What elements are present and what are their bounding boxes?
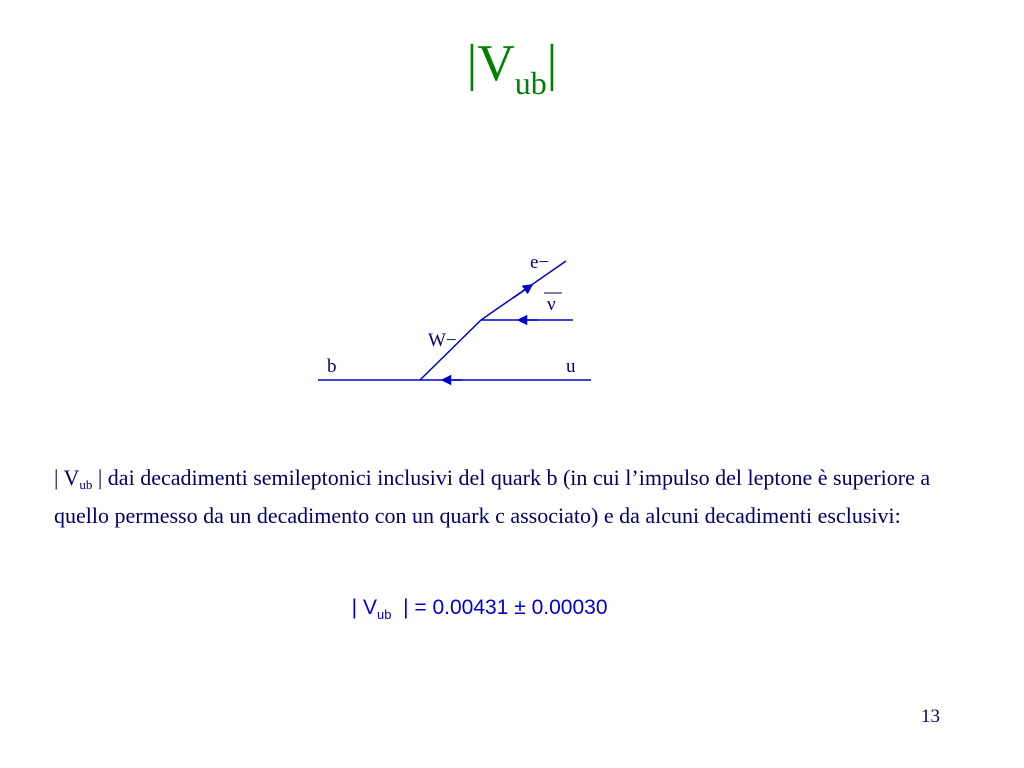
label-neutrino: ν — [547, 294, 556, 315]
label-w-boson: W− — [428, 330, 457, 351]
label-u-quark: u — [566, 356, 576, 377]
body-text: | dai decadimenti semileptonici inclusivi del quark b (in cui l’impulso del leptone è superiore a quello permesso da un decadimento con un quark c associato) e da alcuni decadimenti esclusivi: — [54, 465, 931, 528]
label-electron: e− — [530, 252, 550, 273]
label-b-quark: b — [327, 356, 337, 377]
title-suffix: | — [546, 35, 558, 92]
formula-value: | = 0.00431 ± 0.00030 — [391, 596, 608, 619]
page-number: 13 — [921, 706, 940, 727]
body-subscript: ub — [79, 477, 93, 492]
formula-subscript: ub — [376, 607, 392, 622]
vub-formula — [340, 572, 608, 622]
title-prefix: |V — [466, 35, 515, 92]
formula-prefix: | V — [351, 596, 377, 619]
electron-arrow — [513, 287, 529, 298]
body-paragraph — [54, 462, 974, 531]
title-subscript: ub — [514, 65, 547, 101]
body-prefix: | V — [54, 465, 80, 490]
